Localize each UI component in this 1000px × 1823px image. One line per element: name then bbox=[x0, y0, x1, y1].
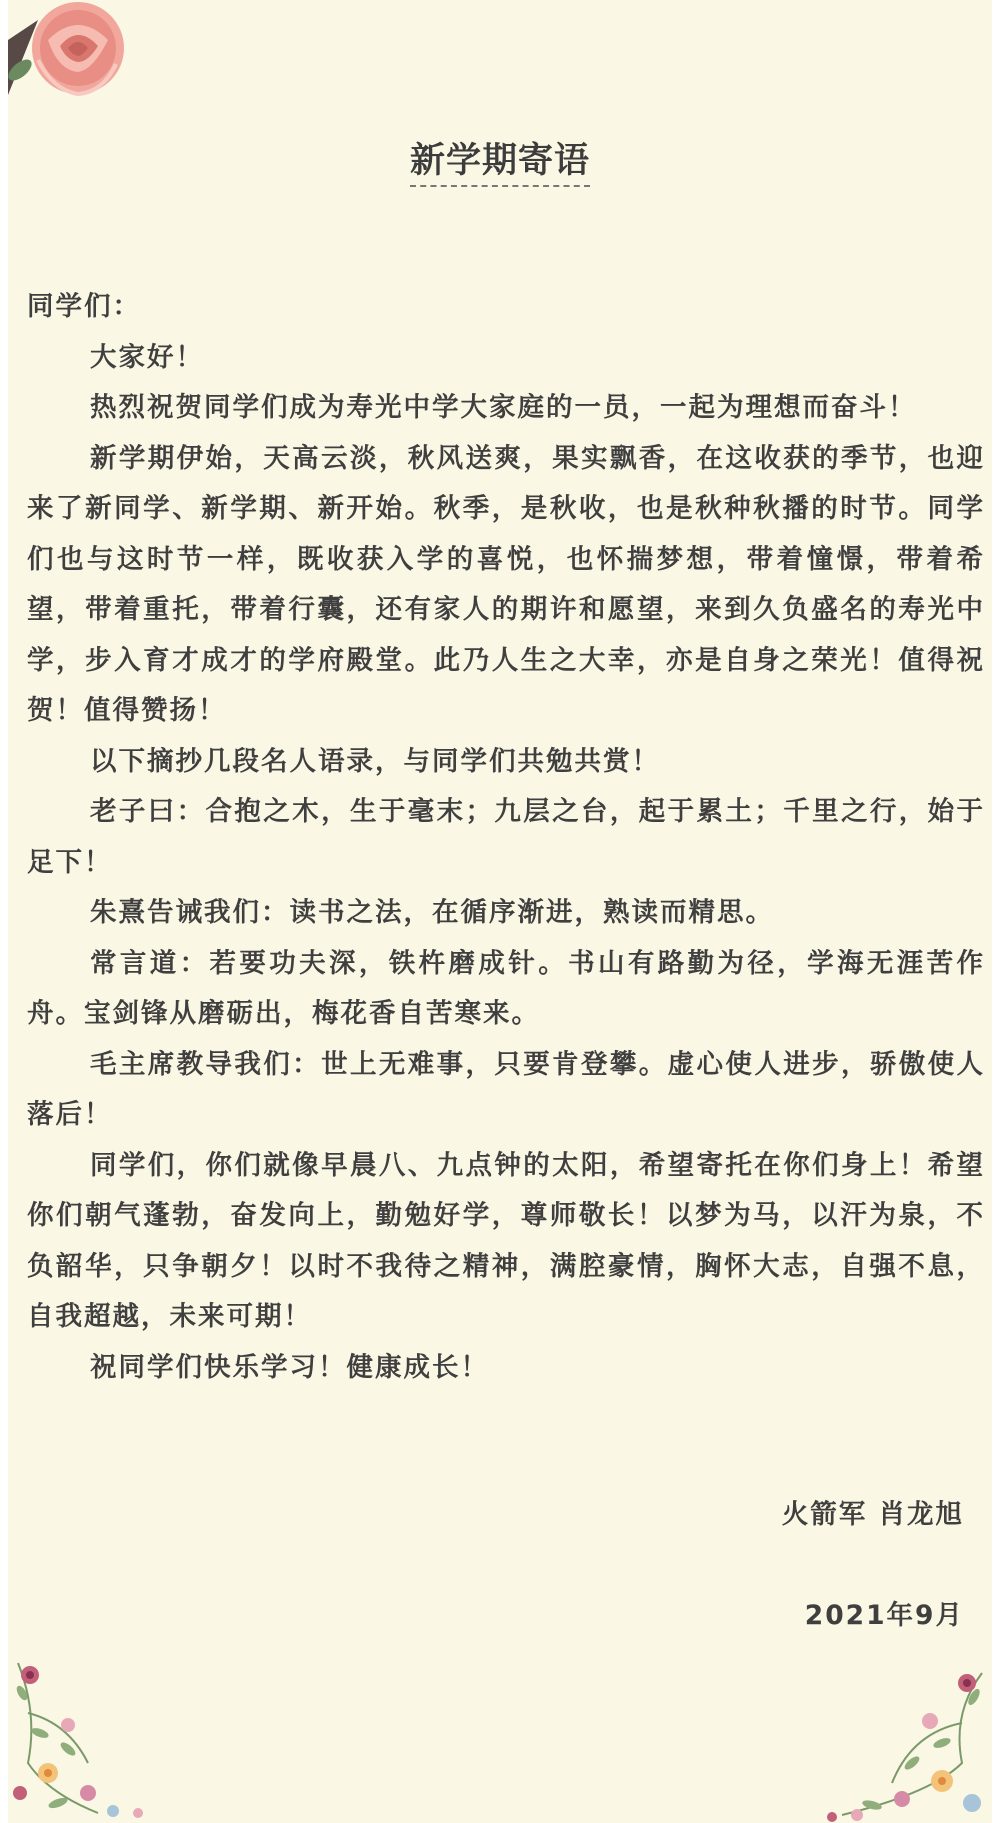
date: 2021年9月 bbox=[804, 1600, 964, 1631]
paragraph: 热烈祝贺同学们成为寿光中学大家庭的一员，一起为理想而奋斗！ bbox=[90, 392, 917, 423]
floral-branch-icon bbox=[762, 1653, 992, 1823]
paragraph: 老子曰：合抱之木，生于毫末；九层之台，起于累土；千里之行，始于足下！ bbox=[27, 796, 985, 878]
letter-body bbox=[27, 282, 985, 1393]
paragraph: 朱熹告诫我们：读书之法，在循序渐进，熟读而精思。 bbox=[90, 897, 774, 928]
paragraph: 新学期伊始，天高云淡，秋风送爽，果实飘香，在这收获的季节，也迎来了新同学、新学期、新开始。秋季，是秋收，也是秋种秋播的时节。同学们也与这时节一样，既收获入学的喜悦，也怀揣梦想，带着憧憬，带着希望，带着重托，带着行囊，还有家人的期许和愿望，来到久负盛名的寿光中学，步入育才成才的学府殿堂。此乃人生之大幸，亦是自身之荣光！值得祝贺！值得赞扬！ bbox=[27, 442, 985, 726]
paragraph: 以下摘抄几段名人语录，与同学们共勉共赏！ bbox=[90, 745, 660, 777]
greeting: 同学们： bbox=[27, 291, 141, 322]
paragraph: 常言道：若要功夫深，铁杵磨成针。书山有路勤为径，学海无涯苦作舟。宝剑锋从磨砺出，梅花香自苦寒来。 bbox=[27, 947, 985, 1029]
document-title: 新学期寄语 bbox=[8, 133, 992, 183]
paragraph: 大家好！ bbox=[90, 341, 204, 373]
signature: 火箭军 肖龙旭 bbox=[781, 1499, 964, 1530]
floral-branch-icon bbox=[8, 1653, 188, 1823]
letter-page bbox=[8, 0, 992, 1823]
paragraph: 毛主席教导我们：世上无难事，只要肯登攀。虚心使人进步，骄傲使人落后！ bbox=[27, 1048, 985, 1130]
paragraph: 祝同学们快乐学习！健康成长！ bbox=[90, 1351, 489, 1383]
paragraph: 同学们，你们就像早晨八、九点钟的太阳，希望寄托在你们身上！希望你们朝气蓬勃，奋发向上，勤勉好学，尊师敬长！以梦为马，以汗为泉，不负韶华，只争朝夕！以时不我待之精神，满腔豪情，胸怀大志，自强不息，自我超越，未来可期！ bbox=[27, 1149, 985, 1332]
rose-icon bbox=[8, 0, 138, 120]
